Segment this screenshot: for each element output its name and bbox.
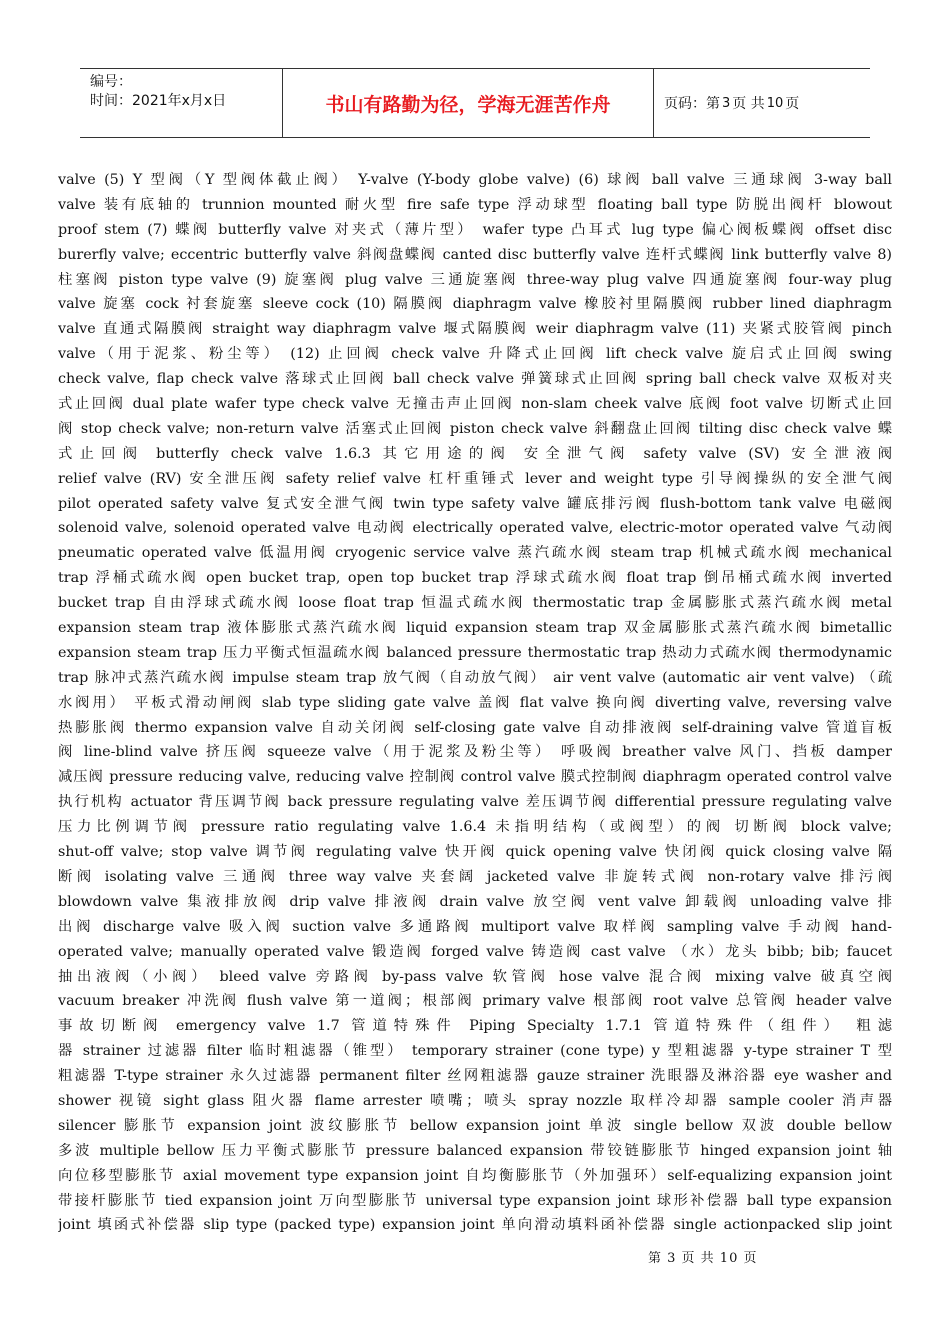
glossary-line: proof stem (7) 蝶阀 butterfly valve 对夹式（薄片型） wafer type 凸耳式 lug type 偏心阀板蝶阀 offset disc bbox=[58, 221, 892, 238]
glossary-line: shut-off valve; stop valve 调节阀 regulating valve 快开阀 quick opening valve 快闭阀 quick closing valve 隔 bbox=[58, 844, 892, 861]
page-header bbox=[80, 68, 870, 138]
glossary-line: 器 strainer 过滤器 filter 临时粗滤器（锥型） temporary strainer (cone type) y 型粗滤器 y-type strainer T 型 bbox=[58, 1043, 892, 1060]
glossary-line: 向位移型膨胀节 axial movement type expansion joint 自均衡膨胀节（外加强环）self-equalizing expansion joint bbox=[58, 1167, 892, 1184]
glossary-line: 多波 multiple bellow 压力平衡式膨胀节 pressure balanced expansion 带铰链膨胀节 hinged expansion joint 轴 bbox=[58, 1142, 892, 1159]
glossary-line: 式止回阀 dual plate wafer type check valve 无撞击声止回阀 non-slam cheek valve 底阀 foot valve 切断式止回 bbox=[58, 396, 892, 413]
glossary-line: pneumatic operated valve 低温用阀 cryogenic service valve 蒸汽疏水阀 steam trap 机械式疏水阀 mechanical bbox=[58, 545, 892, 562]
glossary-line: trap 浮桶式疏水阀 open bucket trap, open top bucket trap 浮球式疏水阀 float trap 倒吊桶式疏水阀 inverted bbox=[58, 570, 892, 587]
page-current: 3 bbox=[722, 95, 731, 111]
glossary-line: 阀 line-blind valve 挤压阀 squeeze valve（用于泥浆及粉尘等） 呼吸阀 breather valve 风门、挡板 damper bbox=[58, 744, 892, 761]
page-prefix: 页码：第 bbox=[664, 96, 720, 112]
glossary-line: valve 旋塞 cock 衬套旋塞 sleeve cock (10) 隔膜阀 diaphragm valve 橡胶衬里隔膜阀 rubber lined diaphragm bbox=[58, 296, 892, 313]
glossary-line: operated valve; manually operated valve 锻造阀 forged valve 铸造阀 cast valve （水）龙头 bibb; bib; faucet bbox=[58, 943, 892, 960]
glossary-line: 阀 stop check valve; non-return valve 活塞式止回阀 piston check valve 斜翻盘止回阀 tilting disc check valve 蝶 bbox=[58, 420, 892, 437]
header-motto: 书山有路勤为径，学海无涯苦作舟 bbox=[282, 69, 654, 137]
glossary-line: valve（用于泥浆、粉尘等） (12) 止回阀 check valve 升降式止回阀 lift check valve 旋启式止回阀 swing bbox=[58, 346, 892, 363]
glossary-line: 压力比例调节阀 pressure ratio regulating valve 1.6.4 未指明结构（或阀型）的阀 切断阀 block valve; bbox=[58, 819, 892, 836]
header-page-number bbox=[654, 69, 870, 137]
glossary-line: valve 装有底轴的 trunnion mounted 耐火型 fire safe type 浮动球型 floating ball type 防脱出阀杆 blowout bbox=[58, 196, 892, 213]
glossary-line: check valve, flap check valve 落球式止回阀 ball check valve 弹簧球式止回阀 spring ball check valve 双板对夹 bbox=[58, 371, 892, 388]
page-total: 10 bbox=[766, 95, 784, 111]
glossary-line: shower 视镜 sight glass 阻火器 flame arrester 喷嘴；喷头 spray nozzle 取样冷却器 sample cooler 消声器 bbox=[58, 1092, 892, 1109]
page-footer: 第 3 页 共 10 页 bbox=[648, 1251, 758, 1266]
glossary-line: 柱塞阀 piston type valve (9) 旋塞阀 plug valve 三通旋塞阀 three-way plug valve 四通旋塞阀 four-way plug bbox=[58, 271, 892, 288]
glossary-line: relief valve (RV) 安全泄压阀 safety relief valve 杠杆重锤式 lever and weight type 引导阀操纵的安全泄气阀 bbox=[58, 470, 892, 487]
document-number-label: 编号： bbox=[90, 74, 132, 90]
glossary-line: 粗滤器 T-type strainer 永久过滤器 permanent filter 丝网粗滤器 gauze strainer 洗眼器及淋浴器 eye washer and bbox=[58, 1068, 892, 1085]
glossary-line: valve 直通式隔膜阀 straight way diaphragm valve 堰式隔膜阀 weir diaphragm valve (11) 夹紧式胶管阀 pinch bbox=[58, 321, 892, 338]
glossary-line: trap 脉冲式蒸汽疏水阀 impulse steam trap 放气阀（自动放气阀） air vent valve (automatic air vent valve) （疏 bbox=[58, 669, 892, 686]
glossary-body bbox=[58, 168, 892, 1238]
glossary-line: 热膨胀阀 thermo expansion valve 自动关闭阀 self-closing gate valve 自动排液阀 self-draining valve 管道盲板 bbox=[58, 719, 892, 736]
glossary-line: silencer 膨胀节 expansion joint 波纹膨胀节 bellow expansion joint 单波 single bellow 双波 double bellow bbox=[58, 1117, 892, 1134]
glossary-line: 带接杆膨胀节 tied expansion joint 万向型膨胀节 universal type expansion joint 球形补偿器 ball type expansion bbox=[58, 1192, 892, 1209]
page-suffix: 页 bbox=[785, 96, 800, 112]
glossary-line: burerfly valve; eccentric butterfly valve 斜阀盘蝶阀 canted disc butterfly valve 连杆式蝶阀 link butterfly valve 8) bbox=[58, 246, 892, 263]
glossary-line: 断阀 isolating valve 三通阀 three way valve 夹套阔 jacketed valve 非旋转式阀 non-rotary valve 排污阀 bbox=[58, 868, 892, 885]
glossary-line: blowdown valve 集液排放阀 drip valve 排液阀 drain valve 放空阀 vent valve 卸载阀 unloading valve 排 bbox=[58, 893, 892, 910]
document-time-label: 时间：2021年x月x日 bbox=[90, 93, 227, 109]
glossary-line: joint 填函式补偿器 slip type (packed type) expansion joint 单向滑动填料函补偿器 single actionpacked slip joint bbox=[58, 1217, 892, 1234]
glossary-line: 减压阀 pressure reducing valve, reducing valve 控制阀 control valve 膜式控制阀 diaphragm operated control valve bbox=[58, 769, 892, 786]
glossary-line: 式止回阀 butterfly check valve 1.6.3 其它用途的阀 安全泄气阀 safety valve (SV) 安全泄液阀 bbox=[58, 445, 892, 462]
page-mid: 页 共 bbox=[732, 96, 765, 112]
glossary-line: expansion steam trap 压力平衡式恒温疏水阀 balanced pressure thermostatic trap 热动力式疏水阀 thermodynamic bbox=[58, 644, 892, 661]
glossary-line: solenoid valve, solenoid operated valve 电动阀 electrically operated valve, electric-motor operated valve 气动阀 bbox=[58, 520, 892, 537]
glossary-line: valve (5) Y 型阀（Y 型阀体截止阀） Y-valve (Y-body globe valve) (6) 球阀 ball valve 三通球阀 3-way ball bbox=[58, 172, 892, 188]
glossary-line: expansion steam trap 液体膨胀式蒸汽疏水阀 liquid expansion steam trap 双金属膨胀式蒸汽疏水阀 bimetallic bbox=[58, 620, 892, 637]
glossary-line: bucket trap 自由浮球式疏水阀 loose float trap 恒温式疏水阀 thermostatic trap 金属膨胀式蒸汽疏水阀 metal bbox=[58, 595, 892, 612]
glossary-line: 事故切断阀 emergency valve 1.7 管道特殊件 Piping Specialty 1.7.1 管道特殊件（组件） 粗滤 bbox=[58, 1018, 892, 1035]
glossary-line: 水阀用） 平板式滑动闸阀 slab type sliding gate valve 盖阀 flat valve 换向阀 diverting valve, reversing valve bbox=[58, 694, 892, 711]
glossary-line: 抽出液阀（小阀） bleed valve 旁路阀 by-pass valve 软管阀 hose valve 混合阀 mixing valve 破真空阀 bbox=[58, 968, 892, 985]
glossary-line: 出阀 discharge valve 吸入阀 suction valve 多通路阀 multiport valve 取样阀 sampling valve 手动阀 hand- bbox=[58, 918, 892, 935]
glossary-line: 执行机构 actuator 背压调节阀 back pressure regulating valve 差压调节阀 differential pressure regulating valve bbox=[58, 794, 892, 811]
header-meta bbox=[80, 69, 282, 137]
glossary-line: vacuum breaker 冲洗阀 flush valve 第一道阀；根部阀 primary valve 根部阀 root valve 总管阀 header valve bbox=[58, 993, 892, 1010]
glossary-line: pilot operated safety valve 复式安全泄气阀 twin type safety valve 罐底排污阀 flush-bottom tank valve 电磁阀 bbox=[58, 495, 892, 512]
